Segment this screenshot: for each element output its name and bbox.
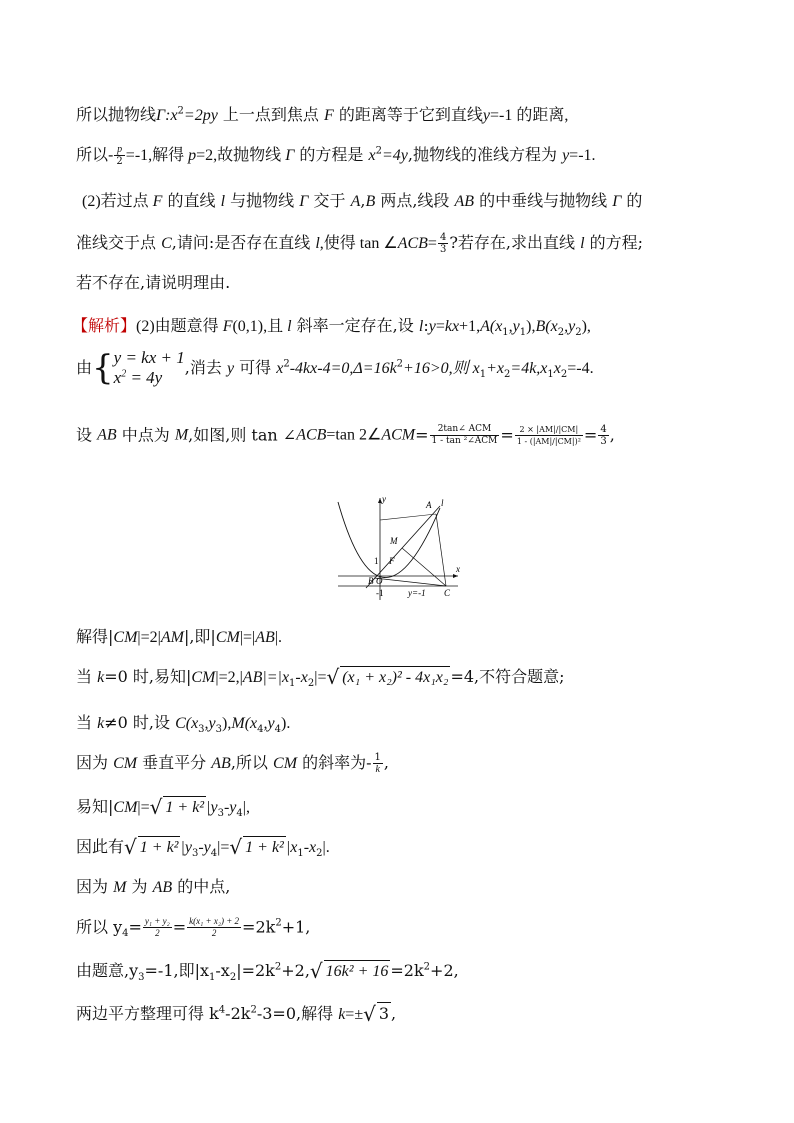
text: -x [215,961,230,980]
label-point-c: C [444,588,451,598]
math: AM [160,629,184,646]
math: =4k,x [510,359,548,377]
text: 中点为 [116,425,175,445]
text: 准线交于点 [76,233,162,252]
math: AB [152,879,173,896]
subscript: 4 [122,928,129,940]
subscript: 4 [210,848,218,860]
subscript: 1 [479,368,487,380]
math: -y [223,799,237,816]
subscript: 1 [547,368,554,380]
subscript: 1 [519,327,527,339]
text: |= [217,839,230,856]
brace: { [92,348,114,388]
numerator: 4 [439,232,447,243]
math: CM [215,629,240,646]
text: 所以 y [76,917,123,937]
segment-mc [402,548,446,586]
fraction-p-over-2 [114,144,124,167]
math: |y [206,799,218,816]
math: x [276,359,284,377]
text: , [609,425,615,445]
text-line-8 [76,424,615,447]
text: =± [345,1006,364,1023]
text: 设 [76,425,98,445]
text-line-18 [76,1002,396,1026]
subscript: 1 [502,327,509,339]
denominator: k [375,764,380,775]
x-axis-arrow [453,574,458,578]
text: , [391,1004,397,1023]
segment-helper [380,514,436,520]
denominator: 1 - (|AM|/|CM|)² [516,437,581,446]
math: AB [255,629,275,646]
numerator: 4 [600,424,607,435]
math: Δ [353,359,363,377]
math: CM [113,799,138,816]
math: B [535,318,546,335]
radical-sign: √ [124,835,137,859]
math: (x [244,715,258,732]
math: M [174,426,189,444]
text: ≠0 时,设 [104,713,176,732]
text: : [423,316,429,335]
math: M [231,715,245,732]
text: 的斜率为- [297,753,372,772]
math: Γ:x [156,107,178,124]
math: CM [113,629,138,646]
equation-1: y = kx + 1 [113,348,185,367]
text: +2, [281,961,310,980]
subscript: 3 [215,724,223,736]
exponent: 2 [375,145,382,157]
math: |y [180,839,192,856]
text: 因此有 [76,837,125,856]
math: x [368,147,376,164]
math: -x [303,839,317,856]
segment-bc [374,578,446,586]
math: y [226,359,235,377]
text: -2k [225,1004,251,1023]
math: C [161,235,172,252]
math: A [480,318,490,335]
radicand: 1 + k² [243,836,286,859]
math: (x [185,715,199,732]
text: 若不存在,请说明理由. [76,273,231,292]
parabola-figure [336,492,466,602]
subscript: 2 [316,848,323,860]
math: kx [444,318,460,335]
text: , [383,753,389,772]
math: l [315,235,320,252]
text: |, [242,799,250,816]
text: |=2,| [215,669,243,686]
text: (2)若过点 [82,193,153,210]
exponent: 2 [121,368,127,380]
math: =16k [362,359,397,377]
text: =tan 2∠ [326,426,382,444]
subscript: 2 [557,327,565,339]
label-directrix: y=-1 [408,588,426,598]
subscript: 1 [297,848,304,860]
radicand: 3 [378,1004,390,1023]
text: =4,不符合题意; [450,667,565,686]
math: (x [489,318,503,335]
math: ,y [263,715,275,732]
text: (0,1),且 [232,318,288,335]
text: 两边平方整理可得 k [76,1004,219,1023]
text: 与抛物线 [225,191,300,210]
text: = [583,425,598,445]
text-line-2 [76,144,596,167]
parabola-curve [338,502,440,578]
math: CM [191,669,216,686]
math: -4kx-4=0, [289,359,354,377]
numerator: k(x₁ + x₂) + 2 [189,916,240,926]
text: |. [274,629,283,646]
text: 当 [76,667,98,686]
math: CM [273,755,298,772]
math: y [562,147,570,164]
math: Γ [285,147,295,164]
math: AB [454,193,475,210]
text: = [128,917,142,937]
analysis-tag: 【解析】 [72,316,137,335]
text: , [360,191,366,210]
label-x-axis: x [456,564,460,574]
fraction-double-angle [430,424,500,447]
text-line-5 [76,272,230,294]
text-line-4 [76,232,643,255]
text: 可得 [234,357,277,377]
text: =0 时,易知| [104,667,192,686]
text-line-16 [76,916,310,939]
text: ), [526,318,536,335]
denominator: 3 [439,244,447,255]
text-line-10 [76,666,565,689]
math: F [324,107,334,124]
subscript: 1 [289,678,296,690]
math: C [175,715,186,732]
equation-2: x [113,368,122,387]
text: +2, [430,961,459,980]
text: 斜率一定存在,设 [291,316,419,335]
text: =-1 的距离, [490,107,569,124]
math: ACM [381,426,416,444]
radicand: 1 + k² [138,836,181,859]
text: 由题意,y [76,961,139,980]
exponent: 2 [250,1004,257,1016]
text: = [500,425,514,445]
math: -y [198,839,211,856]
fraction-ratio [515,424,583,447]
math: AB [242,669,263,686]
text: =-4. [567,359,594,377]
text: =-1. [569,147,596,164]
text: ,如图,则 tan ∠ [188,425,297,445]
text: |=2k [236,961,275,980]
math: -x [295,669,308,686]
math: l [220,193,226,210]
text: ,抛物线的准线方程为 [407,145,563,164]
text: |= [314,669,327,686]
math: F [222,318,233,335]
radical-sign: √ [309,959,323,983]
exponent: 2 [283,358,290,370]
text: 交于 [308,191,351,210]
math: A [350,193,361,210]
fraction-4-3 [438,232,448,255]
exponent: 4 [218,1004,226,1016]
text: 的方程是 [294,145,369,164]
text: |. [322,839,330,856]
subscript: 4 [257,724,264,736]
subscript: 2 [504,368,511,380]
math: |=|x [262,669,290,686]
text-line-1 [76,104,568,127]
numerator: 2 × |AM|/|CM| [515,424,583,436]
text-line-6 [72,315,591,338]
text: ,所以 [230,753,274,772]
label-line-l: l [441,498,444,508]
math: l [418,318,424,335]
text: ), [222,715,232,732]
exponent: 2 [177,105,184,117]
text: = [427,235,437,252]
text: 因为 [76,753,114,772]
text-line-7 [76,348,594,388]
math: y [482,107,490,124]
exponent: 2 [396,358,404,370]
math: x [553,359,561,377]
denominator: 2 [211,928,217,938]
text: 所以抛物线 [76,105,157,124]
math: ,y [204,715,216,732]
subscript: 3 [138,972,145,984]
text-line-15 [76,876,230,899]
math: k [97,669,105,686]
text: |=2| [137,629,161,646]
text: ,消去 [184,357,227,377]
label-point-f: F [389,556,395,566]
math: ACB [397,235,428,252]
math: =2py [183,107,218,124]
text-line-9 [76,626,282,649]
denominator: 2 [155,928,160,938]
text: 解得| [76,627,114,646]
label-y-axis: y [382,494,386,504]
math: l [287,318,292,335]
text: |,即| [183,627,216,646]
text: 当 [76,713,98,732]
text-line-13 [76,796,250,819]
text: 的直线 [162,191,221,210]
subscript: 1 [209,972,216,984]
numerator: 1 [374,752,381,763]
text-line-11 [76,712,290,735]
label-point-m: M [390,536,398,546]
text: -3=0,解得 [256,1004,339,1023]
numerator: p [114,144,124,156]
text: ?若存在,求出直线 [449,233,581,252]
math: +16>0,则 x [403,359,480,377]
text: 的中点, [172,877,231,896]
label-origin: O [376,576,383,586]
equation-2-rhs: = 4y [126,368,163,387]
text: ,请问:是否存在直线 [171,233,316,252]
math: ,y [508,318,520,335]
text: =2,故抛物线 [196,147,286,164]
text: =-1,解得 [125,147,189,164]
numerator: y₁ + y₂ [144,916,170,926]
equation-system [114,348,185,388]
math: AB [211,755,231,772]
exponent: 2 [274,961,282,973]
fraction-1-over-k [373,752,383,775]
math: ACB [296,426,327,444]
denominator: 1 - tan ²∠ACM [431,436,498,446]
subscript: 3 [191,848,199,860]
text: =-1,即|x [144,961,210,980]
math: M [113,879,127,896]
text: |= [137,799,150,816]
exponent: 2 [275,917,282,929]
math: Γ [299,193,309,210]
text: 的方程; [584,233,644,252]
text: = [415,425,429,445]
text-line-12 [76,752,389,775]
text: 易知| [76,797,114,816]
math: AB [97,426,117,444]
label-point-a: A [426,500,432,510]
math: (x [545,318,558,335]
text-line-17 [76,960,459,983]
subscript: 4 [274,724,281,736]
text: (2)由题意得 [136,318,223,335]
math: CM [113,755,138,772]
math: p [188,147,197,164]
subscript: 2 [229,972,237,984]
label-one: 1 [374,556,379,566]
denominator: 3 [600,436,607,447]
text: ,使得 tan ∠ [319,235,398,252]
label-neg-one: -1 [376,588,384,598]
math: +x [486,359,505,377]
subscript: 2 [575,327,582,339]
math: Γ [612,193,622,210]
text: 的 [621,191,643,210]
fraction-substituted [187,916,241,939]
text: +1, [281,917,311,937]
text: +1, [459,318,481,335]
math: =4y [381,147,408,164]
text: =2k [242,917,276,937]
segment-ac [436,514,446,586]
math: k [338,1006,346,1023]
radical-sign: √ [326,665,340,689]
text-line-14 [76,836,330,859]
text: 所以- [76,145,114,164]
subscript: 2 [560,368,568,380]
denominator: 2 [116,156,123,167]
radicand: (x₁ + x₂)² - 4x₁x₂ [340,666,450,689]
fraction-midpoint [143,916,172,939]
radical-sign: √ [229,835,243,859]
text: 上一点到焦点 [217,105,325,124]
math: |x [285,839,298,856]
exponent: 2 [423,961,431,973]
subscript: 3 [217,808,224,820]
radical-sign: √ [149,795,163,819]
subscript: 4 [236,808,243,820]
radicand: 16k² + 16 [324,960,391,983]
math: F [152,193,163,210]
math: l [580,235,585,252]
numerator: 2tan∠ ACM [430,424,500,436]
text: = [172,917,187,937]
subscript: 3 [198,724,205,736]
text: 的距离等于它到直线 [333,105,483,124]
text: ). [280,715,291,732]
radical-sign: √ [363,1002,376,1026]
text: 由 [76,358,93,377]
text: 垂直平分 [137,753,212,772]
math: ,y [564,318,576,335]
text: =2k [390,961,424,980]
text: 因为 [76,877,114,896]
text: |=| [239,629,256,646]
fraction-4-3 [598,424,608,447]
text: = [435,318,445,335]
text-line-3 [82,190,642,213]
subscript: 2 [307,678,315,690]
text: 为 [126,877,153,896]
text: ), [581,318,591,335]
label-point-b: B [368,576,374,586]
math: B [365,193,376,210]
radicand: 1 + k² [163,796,206,819]
text: 的中垂线与抛物线 [474,191,613,210]
text: 两点,线段 [375,191,455,210]
math: y [428,318,436,335]
math: k [97,715,105,732]
